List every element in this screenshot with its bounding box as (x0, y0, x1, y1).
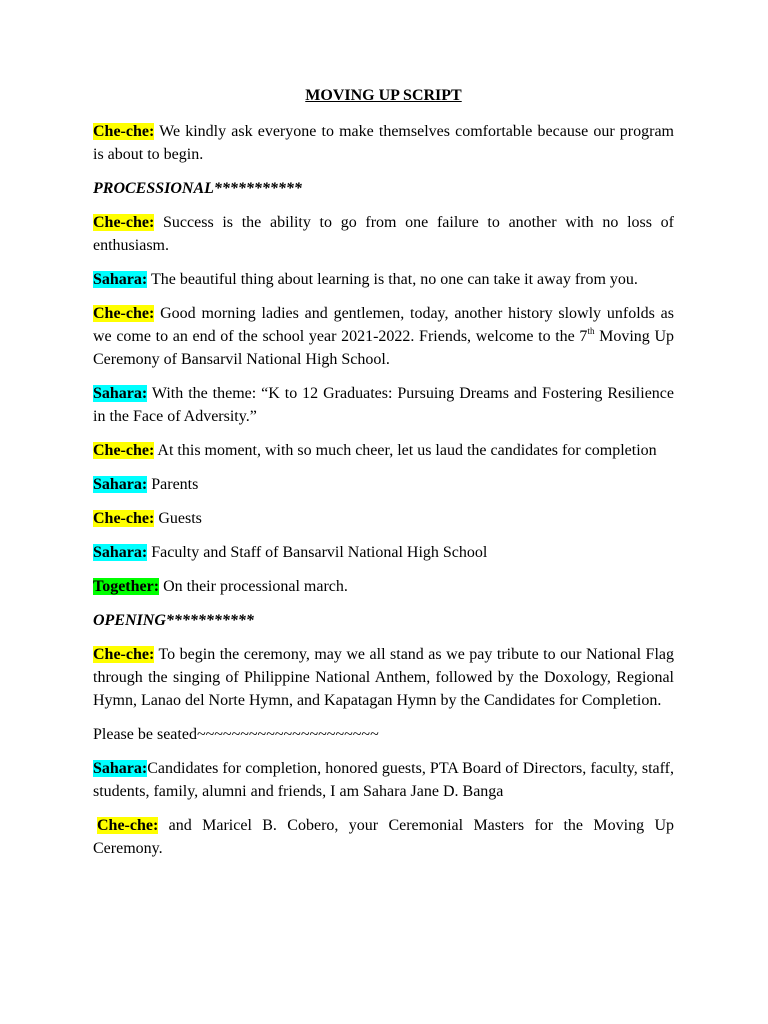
paragraph-theme (93, 382, 674, 428)
line-text: and Maricel B. Cobero, your Ceremonial Masters for the Moving Up Ceremony. (93, 817, 674, 857)
line-text: Parents (147, 476, 199, 493)
paragraph-success-quote (93, 211, 674, 257)
speaker-cheche: Che-che: (93, 510, 155, 527)
line-text: Moving Up Ceremony of Bansarvil National High School. (93, 328, 674, 368)
paragraph-together (93, 575, 674, 598)
ordinal-suffix: th (587, 326, 595, 336)
line-text: Faculty and Staff of Bansarvil National High School (147, 544, 488, 561)
speaker-together: Together: (93, 578, 160, 595)
line-text: To begin the ceremony, may we all stand as we pay tribute to our National Flag through the singing of Philippine National Anthem, followed by the Doxology, Regional Hymn, Lanao del Norte Hymn, and Kapatagan Hymn by the Candidates for Completion. (93, 646, 674, 709)
line-text: Guests (154, 510, 202, 527)
paragraph-introduction (93, 757, 674, 803)
document-title: MOVING UP SCRIPT (305, 87, 462, 104)
speaker-cheche: Che-che: (97, 817, 159, 834)
line-text: With the theme: “K to 12 Graduates: Pursuing Dreams and Fostering Resilience in the Face of Adversity.” (93, 385, 674, 425)
line-text: On their processional march. (159, 578, 348, 595)
paragraph-ceremonial-masters (93, 814, 674, 860)
paragraph-laud-candidates (93, 439, 674, 462)
speaker-sahara: Sahara: (93, 760, 148, 777)
paragraph-learning-quote (93, 268, 674, 291)
speaker-cheche: Che-che: (93, 305, 155, 322)
speaker-cheche: Che-che: (93, 214, 155, 231)
speaker-cheche: Che-che: (93, 442, 155, 459)
line-text: Candidates for completion, honored guests, PTA Board of Directors, faculty, staff, students, family, alumni and friends, I am Sahara Jane D. Banga (93, 760, 674, 800)
speaker-sahara: Sahara: (93, 544, 148, 561)
speaker-sahara: Sahara: (93, 385, 148, 402)
speaker-cheche: Che-che: (93, 646, 155, 663)
section-processional: PROCESSIONAL*********** (93, 180, 302, 197)
paragraph-anthem (93, 643, 674, 712)
line-text: The beautiful thing about learning is that, no one can take it away from you. (147, 271, 638, 288)
line-text: We kindly ask everyone to make themselves comfortable because our program is about to begin. (93, 123, 674, 163)
paragraph-be-seated: Please be seated~~~~~~~~~~~~~~~~~~~~~ (93, 726, 379, 743)
paragraph-guests (93, 507, 674, 530)
speaker-cheche: Che-che: (93, 123, 155, 140)
paragraph-good-morning (93, 302, 674, 371)
speaker-sahara: Sahara: (93, 271, 148, 288)
line-text: Good morning ladies and gentlemen, today, another history slowly unfolds as we come to an end of the school year 2021-2022. Friends, welcome to the 7 (93, 305, 674, 345)
speaker-sahara: Sahara: (93, 476, 148, 493)
section-opening: OPENING*********** (93, 612, 254, 629)
paragraph-welcome (93, 120, 674, 166)
paragraph-faculty (93, 541, 674, 564)
line-text: At this moment, with so much cheer, let us laud the candidates for completion (154, 442, 657, 459)
paragraph-parents (93, 473, 674, 496)
line-text: Success is the ability to go from one failure to another with no loss of enthusiasm. (93, 214, 674, 254)
